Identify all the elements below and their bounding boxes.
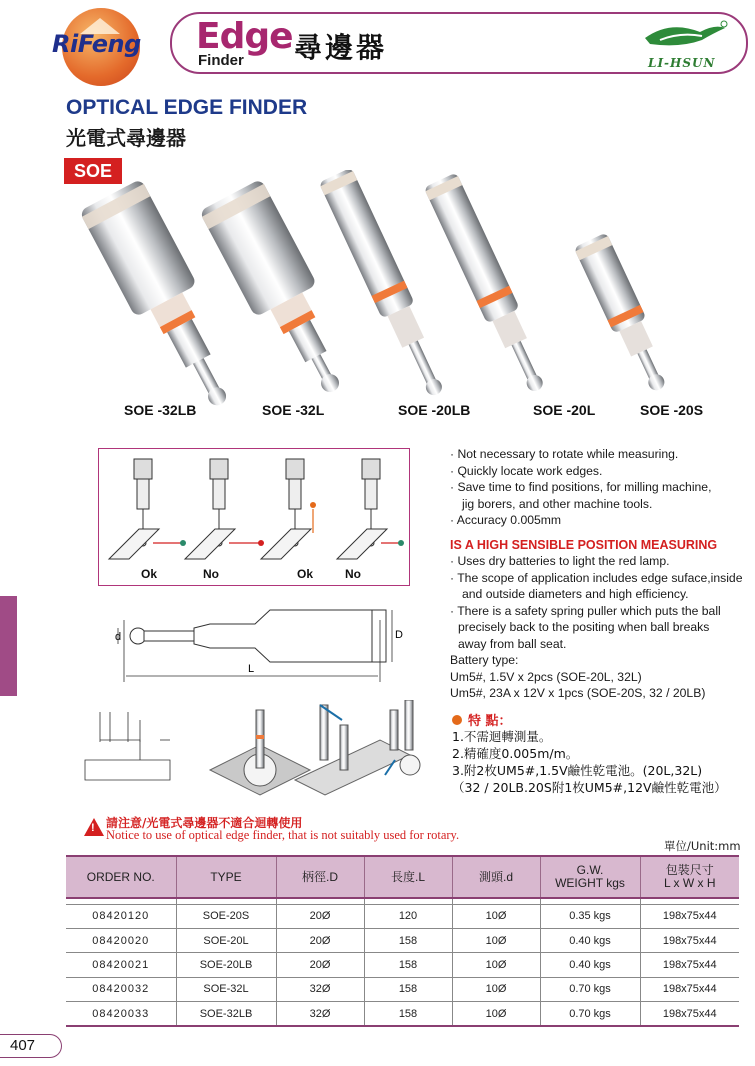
page-number: 407 (0, 1034, 62, 1058)
features-list (450, 446, 750, 702)
dimension-drawing (110, 600, 420, 695)
feature-item: jig borers, and other machine tools. (462, 496, 653, 511)
battery-line: Um5#, 23A x 12V x 1pcs (SOE-20S, 32 / 20LB) (450, 686, 706, 700)
usage-label-1: Ok (141, 567, 158, 581)
application-illustrations (80, 700, 440, 805)
usage-diagram-box (98, 448, 410, 586)
bullet-icon (452, 715, 462, 725)
col-type: TYPE (176, 856, 276, 898)
product-label-soe-32lb: SOE -32LB (124, 402, 197, 418)
lihsun-logo-text: LI-HSUN (648, 56, 716, 70)
feature-heading: IS A HIGH SENSIBLE POSITION MEASURING (450, 537, 718, 552)
edge-title-cn: 尋邊器 (294, 31, 388, 64)
unit-label: 單位/Unit:mm (664, 839, 741, 853)
page-title: OPTICAL EDGE FINDER (66, 96, 308, 119)
side-tab (0, 596, 17, 696)
table-header-row (66, 856, 739, 898)
cn-feature-item: 2.精確度0.005m/m。 (452, 746, 579, 761)
feature-item: · Quickly locate work edges. (450, 463, 603, 478)
feature-item: · Not necessary to rotate while measuring. (450, 447, 679, 461)
battery-title: Battery type: (450, 653, 519, 667)
rifeng-logo-text: RiFeng (52, 30, 141, 58)
feature-item: and outside diameters and high efficiency. (462, 587, 689, 601)
col-probe-d: 測頭.d (452, 856, 540, 898)
col-weight: G.W. WEIGHT kgs (540, 856, 640, 898)
finder-subtitle: Finder (198, 52, 244, 69)
warning-text-cn: 請注意/光電式尋邊器不適合迴轉使用 (106, 816, 303, 830)
cn-feature-item: （32 / 20LB.20S附1枚UM5#,12V鹼性乾電池） (452, 780, 727, 795)
product-label-soe-20l: SOE -20L (533, 402, 596, 418)
table-row: 08420032 SOE-32L 32Ø 158 10Ø 0.70 kgs 198x75x44 (66, 977, 739, 1001)
product-label-soe-32l: SOE -32L (262, 402, 325, 418)
page-title-cn: 光電式尋邊器 (66, 126, 186, 150)
table-row: 08420020 SOE-20L 20Ø 158 10Ø 0.40 kgs 198x75x44 (66, 928, 739, 952)
warning-icon: ! (84, 818, 104, 836)
table-row: 08420120 SOE-20S 20Ø 120 10Ø 0.35 kgs 198x75x44 (66, 904, 739, 928)
dim-L-label: L (248, 663, 255, 675)
cn-features-list (452, 728, 727, 796)
feature-item: · Uses dry batteries to light the red lamp. (450, 554, 670, 568)
feature-item: away from ball seat. (458, 636, 567, 651)
cn-feature-item: 1.不需迴轉測量。 (452, 729, 552, 744)
feature-item: · The scope of application includes edge suface,inside (450, 570, 743, 585)
page-header (0, 0, 755, 92)
col-length-l: 長度.L (364, 856, 452, 898)
dim-d-label: d (115, 631, 122, 643)
feature-item: · Accuracy 0.005mm (450, 513, 562, 527)
feature-item: · There is a safety spring puller which puts the ball (450, 603, 721, 618)
feature-item: · Save time to find positions, for milling machine, (450, 480, 712, 494)
cn-feature-item: 3.附2枚UM5#,1.5V鹼性乾電池。(20L,32L) (452, 763, 703, 778)
product-illustrations (40, 170, 740, 430)
battery-line: Um5#, 1.5V x 2pcs (SOE-20L, 32L) (450, 669, 642, 684)
usage-label-2: No (203, 567, 219, 581)
spec-table (66, 855, 739, 1027)
col-package: 包裝尺寸 L x W x H (640, 856, 739, 898)
product-label-soe-20lb: SOE -20LB (398, 402, 471, 418)
product-soe-20l (424, 172, 555, 397)
series-badge: SOE (64, 158, 122, 184)
table-row: 08420033 SOE-32LB 32Ø 158 10Ø 0.70 kgs 198x75x44 (66, 1002, 739, 1026)
product-label-soe-20s: SOE -20S (640, 402, 704, 418)
product-soe-20s (574, 232, 676, 397)
usage-label-4: No (345, 567, 361, 581)
col-order-no: ORDER NO. (66, 856, 176, 898)
warning-text-en: Notice to use of optical edge finder, that is not suitably used for rotary. (106, 828, 460, 842)
col-shank-d: 柄徑.D (276, 856, 364, 898)
usage-label-3: Ok (297, 567, 314, 581)
edge-title: Edge (196, 16, 293, 57)
cn-features-title: 特 點： (452, 710, 512, 729)
dim-D-label: D (395, 629, 403, 641)
feature-item: precisely back to the positing when ball breaks (458, 620, 710, 634)
lihsun-logo-icon (640, 18, 730, 52)
table-row: 08420021 SOE-20LB 20Ø 158 10Ø 0.40 kgs 198x75x44 (66, 953, 739, 977)
